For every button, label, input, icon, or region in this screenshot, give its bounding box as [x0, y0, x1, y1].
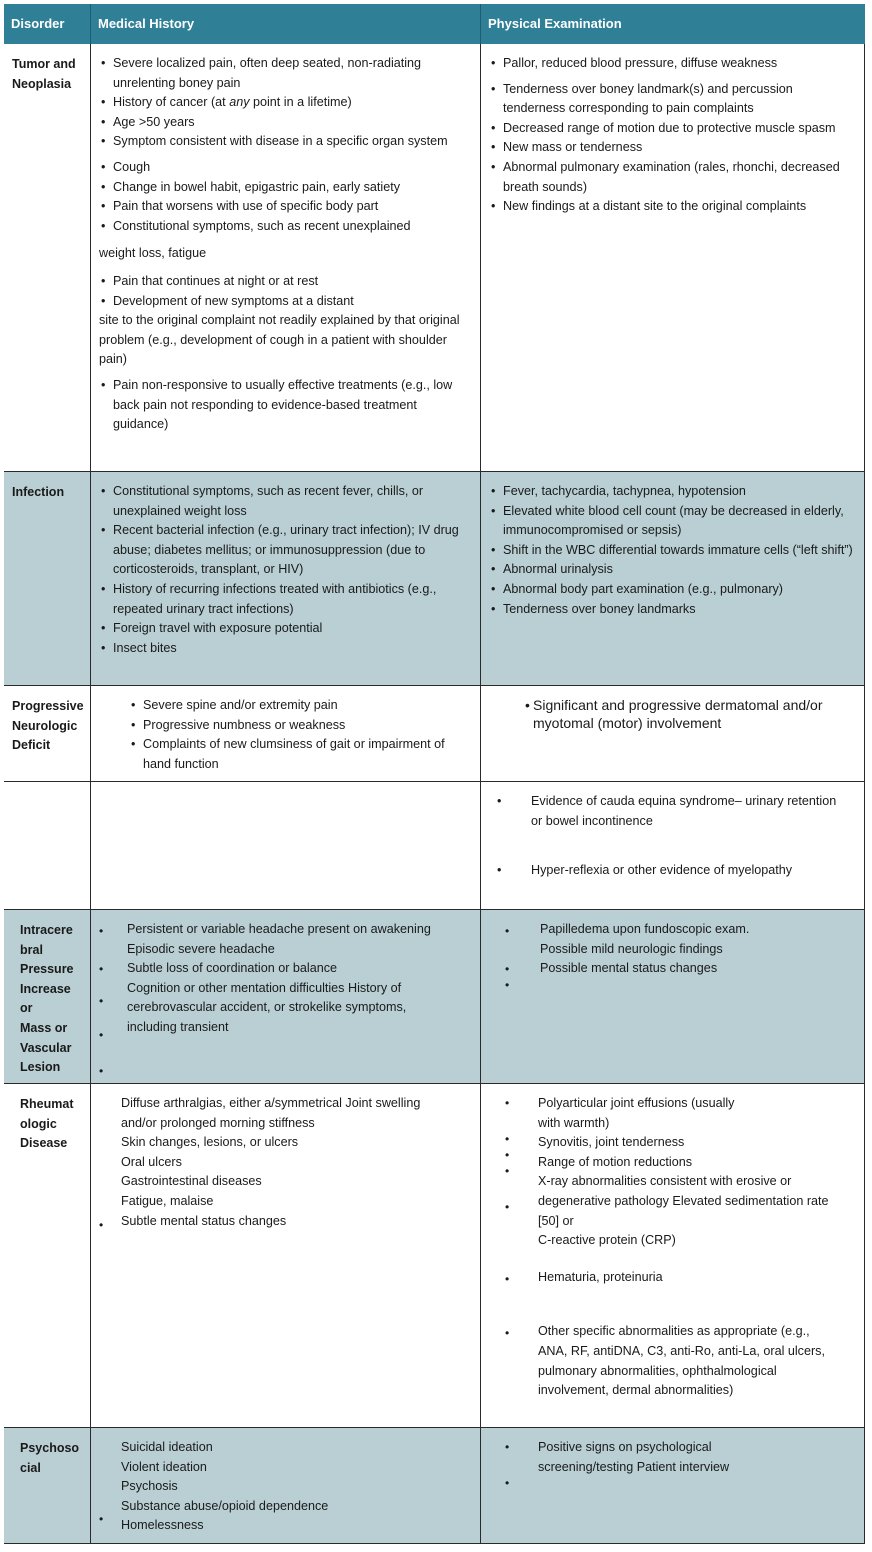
list-item: • Cough: [99, 158, 474, 178]
list-item: pulmonary abnormalities, ophthalmological: [538, 1363, 777, 1378]
tumor-history-cell: [90, 44, 480, 471]
list-item: • Abnormal pulmonary examination (rales, rhonchi, decreased breath sounds): [489, 158, 858, 197]
list-item: Psychosis: [121, 1479, 178, 1494]
rheum-exam-cell: • • • • • • • Polyarticular joint effusions (usually with warmth) Synovitis, joint tenderness Range of motion reductions X-ray abnormalities consistent with erosive or degenerative pathology Elevated sedimentation rate [50] or C-reactive protein (CRP) Hematuria, proteinuria Other specific abnormalities as appropriate (e.g., ANA, RF, antiDNA, C3, anti-Ro, anti-La, oral ulcers, pulmonary abnormalities, ophthalmological involvement, dermal abnormalities): [480, 1084, 865, 1427]
infection-history-cell: [90, 472, 480, 685]
list-item: Skin changes, lesions, or ulcers: [121, 1135, 299, 1150]
list-item: • Pain non-responsive to usually effective treatments (e.g., low back pain not responding to evidence-based treatment guidance): [99, 376, 474, 435]
row-rheumatologic-disease: [4, 1084, 865, 1428]
list-item: • Recent bacterial infection (e.g., urinary tract infection); IV drug abuse; diabetes mellitus; or immunosuppression (due to corticosteroids, transplant, or HIV): [99, 521, 474, 580]
disorder-label-empty: [4, 782, 90, 909]
header-medical-history: Medical History: [90, 4, 480, 44]
list-item: Possible mild neurologic findings: [540, 941, 723, 956]
row-infection: [4, 472, 865, 686]
psych-history-cell: • Suicidal ideation Violent ideation Psychosis Substance abuse/opioid dependence Homelessness: [90, 1428, 480, 1543]
list-item: • Tenderness over boney landmark(s) and percussion tenderness corresponding to pain complaints: [489, 80, 858, 119]
rheum-history-cell: • Diffuse arthralgias, either a/symmetrical Joint swelling and/or prolonged morning stiffness Skin changes, lesions, or ulcers Oral ulcers Gastrointestinal diseases Fatigue, malaise Subtle mental status changes: [90, 1084, 480, 1427]
list-item: degenerative pathology Elevated sedimentation rate: [538, 1193, 829, 1208]
list-item: including transient: [127, 1019, 229, 1034]
list-item: • Fever, tachycardia, tachypnea, hypotension: [489, 482, 858, 502]
disorder-label: Rheumat ologic Disease: [20, 1097, 74, 1151]
list-item: Possible mental status changes: [540, 961, 718, 976]
list-item: • Abnormal body part examination (e.g., pulmonary): [489, 580, 858, 600]
header-disorder: Disorder: [4, 4, 90, 44]
list-item: • Progressive numbness or weakness: [129, 716, 474, 736]
list-item: X-ray abnormalities consistent with erosive or: [538, 1174, 792, 1189]
neuro-exam-cont-cell: [480, 782, 865, 909]
list-item: Episodic severe headache: [127, 941, 275, 956]
list-item: Suicidal ideation: [121, 1440, 213, 1454]
list-item: Hematuria, proteinuria: [538, 1269, 663, 1284]
list-item: Violent ideation: [121, 1459, 207, 1474]
list-item-continuation: site to the original complaint not readily explained by that original problem (e.g., development of cough in a patient with shoulder pain): [99, 313, 460, 367]
list-item-continuation: weight loss, fatigue: [99, 246, 207, 261]
row-neurologic-continuation: [4, 782, 865, 910]
list-item: Positive signs on psychological: [538, 1440, 712, 1454]
list-item: Polyarticular joint effusions (usually: [538, 1096, 735, 1110]
icp-exam-cell: • • • Papilledema upon fundoscopic exam. Possible mild neurologic findings Possible mental status changes: [480, 910, 865, 1083]
list-item: • Pain that continues at night or at rest: [99, 272, 474, 292]
neuro-exam-cell: [480, 686, 865, 781]
list-item: • Hyper-reflexia or other evidence of myelopathy: [497, 863, 793, 878]
list-item: Substance abuse/opioid dependence: [121, 1498, 329, 1513]
list-item: Persistent or variable headache present on awakening: [127, 922, 431, 936]
list-item: cerebrovascular accident, or strokelike symptoms,: [127, 1000, 407, 1015]
list-item: with warmth): [538, 1115, 610, 1130]
row-psychosocial: [4, 1428, 865, 1544]
list-item: • Constitutional symptoms, such as recent fever, chills, or unexplained weight loss: [99, 482, 474, 521]
row-progressive-neurologic-deficit: [4, 686, 865, 782]
disorder-label: Progressive Neurologic Deficit: [12, 699, 84, 753]
list-item: • Decreased range of motion due to protective muscle spasm: [489, 119, 858, 139]
list-item: Subtle mental status changes: [121, 1213, 287, 1228]
list-item: C-reactive protein (CRP): [538, 1233, 676, 1248]
list-item: • Evidence of cauda equina syndrome– urinary retention or bowel incontinence: [497, 794, 837, 828]
icp-history-cell: • • • • • Persistent or variable headache present on awakening Episodic severe headache Subtle loss of coordination or balance Cognition or other mentation difficulties History of cerebrovascular accident, or strokelike symptoms, including transient: [90, 910, 480, 1083]
list-item: Papilledema upon fundoscopic exam.: [540, 922, 750, 936]
tumor-exam-cell: [480, 44, 865, 471]
list-item: involvement, dermal abnormalities): [538, 1383, 734, 1398]
list-item: Oral ulcers: [121, 1154, 182, 1169]
list-item: • Age >50 years: [99, 113, 474, 133]
row-intracerebral-pressure: [4, 910, 865, 1084]
disorder-label: Tumor and Neoplasia: [12, 57, 76, 91]
disorder-label: Intracere bral Pressure Increase or Mass or Vascular Lesion: [20, 923, 74, 1075]
list-item: • Development of new symptoms at a distant: [99, 292, 474, 312]
list-item: Homelessness: [121, 1518, 204, 1533]
list-item: ANA, RF, antiDNA, C3, anti-Ro, anti-La, oral ulcers,: [538, 1343, 825, 1358]
list-item: • Insect bites: [99, 639, 474, 659]
list-item: • Severe localized pain, often deep seated, non-radiating unrelenting boney pain: [99, 54, 474, 93]
list-item: • History of cancer (at any point in a lifetime): [99, 93, 474, 113]
list-item: • Constitutional symptoms, such as recent unexplained: [99, 217, 474, 237]
list-item: • Complaints of new clumsiness of gait or impairment of hand function: [129, 735, 474, 774]
list-item: and/or prolonged morning stiffness: [121, 1115, 315, 1130]
list-item: Other specific abnormalities as appropriate (e.g.,: [538, 1324, 810, 1339]
list-item: • New findings at a distant site to the original complaints: [489, 197, 858, 217]
list-item: • Abnormal urinalysis: [489, 560, 858, 580]
disorder-label: Psychoso cial: [20, 1441, 80, 1475]
list-item: • Pain that worsens with use of specific body part: [99, 197, 474, 217]
neuro-history-cell: [90, 686, 480, 781]
infection-exam-cell: [480, 472, 865, 685]
list-item: Gastrointestinal diseases: [121, 1174, 262, 1189]
list-item: • Change in bowel habit, epigastric pain, early satiety: [99, 178, 474, 198]
row-tumor-neoplasia: [4, 44, 865, 472]
list-item: Synovitis, joint tenderness: [538, 1135, 685, 1150]
list-item: • New mass or tenderness: [489, 138, 858, 158]
list-item: screening/testing Patient interview: [538, 1459, 730, 1474]
neuro-history-empty-cell: [90, 782, 480, 909]
list-item: Subtle loss of coordination or balance: [127, 961, 338, 976]
list-item: Range of motion reductions: [538, 1154, 693, 1169]
list-item: • Foreign travel with exposure potential: [99, 619, 474, 639]
list-item: Fatigue, malaise: [121, 1193, 214, 1208]
list-item: • Elevated white blood cell count (may be decreased in elderly, immunocompromised or sepsis): [489, 502, 858, 541]
header-physical-examination: Physical Examination: [480, 4, 865, 44]
disorder-label: Infection: [12, 485, 65, 499]
list-item: [50] or: [538, 1213, 574, 1228]
list-item: • Tenderness over boney landmarks: [489, 600, 858, 620]
list-item: Cognition or other mentation difficulties History of: [127, 980, 402, 995]
psych-exam-cell: • • Positive signs on psychological screening/testing Patient interview: [480, 1428, 865, 1543]
list-item: • Pallor, reduced blood pressure, diffuse weakness: [489, 54, 858, 74]
list-item: • Severe spine and/or extremity pain: [129, 696, 474, 716]
list-item: • History of recurring infections treated with antibiotics (e.g., repeated urinary tract infections): [99, 580, 474, 619]
list-item: • Significant and progressive dermatomal and/or myotomal (motor) involvement: [523, 696, 844, 732]
list-item: Diffuse arthralgias, either a/symmetrical Joint swelling: [121, 1096, 421, 1110]
list-item: • Symptom consistent with disease in a specific organ system: [99, 132, 474, 152]
list-item: • Shift in the WBC differential towards immature cells (“left shift”): [489, 541, 858, 561]
